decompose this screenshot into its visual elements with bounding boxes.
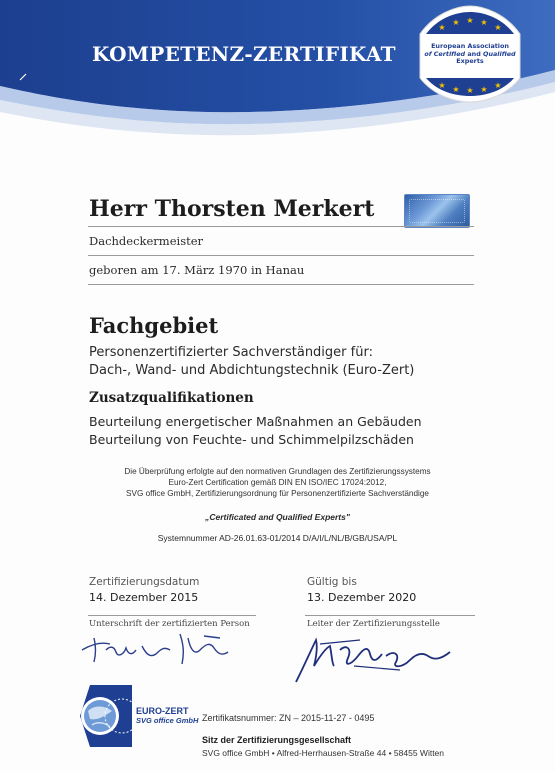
seal-line-2-post: Qualified [483,49,516,58]
svg-text:★: ★ [494,81,502,90]
profession-divider [88,255,474,256]
office-signature [290,626,460,686]
birth-divider [88,284,474,285]
svg-text:★: ★ [452,85,460,94]
svg-text:★: ★ [438,23,446,32]
svg-text:★: ★ [452,18,460,27]
valid-until-value: 13. Dezember 2020 [307,591,417,604]
certificate-title: KOMPETENZ-ZERTIFIKAT [92,42,396,66]
seal-line-1: European Association [431,42,509,50]
certificate-number: Zertifikatsnummer: ZN – 2015-11-27 - 0495 [202,713,375,723]
seal-text [420,43,520,66]
zusatz-item: Beurteilung von Feuchte- und Schimmelpilzschäden [89,432,414,447]
valid-until-label: Gültig bis [307,576,357,588]
zusatz-item: Beurteilung energetischer Maßnahmen an Gebäuden [89,414,422,429]
name-divider [88,226,474,227]
issued-date-label: Zertifizierungsdatum [89,576,200,588]
basis-line: SVG office GmbH, Zertifizierungsordnung für Personenzertifizierte Sachverständige [126,489,429,498]
zusatz-heading: Zusatzqualifikationen [89,390,254,406]
holder-signature-line [88,615,256,616]
holder-name: Herr Thorsten Merkert [89,196,375,222]
seat-address: SVG office GmbH • Alfred-Herrhausen-Straße 44 • 58455 Witten [202,748,445,758]
svg-text:★: ★ [466,86,474,95]
svg-text:★: ★ [438,81,446,90]
seal-line-3: Experts [456,57,484,66]
holder-signature [80,624,240,668]
seat-title: Sitz der Zertifizierungsgesellschaft [202,735,352,745]
svg-text:★: ★ [480,18,488,27]
logo-subtitle: SVG office GmbH [136,716,199,725]
office-signature-line [305,615,475,616]
svg-text:★: ★ [466,16,474,25]
issued-date-value: 14. Dezember 2015 [89,591,199,604]
holder-signature-label: Unterschrift der zertifizierten Person [89,619,250,629]
basis-line: Euro-Zert Certification gemäß DIN EN ISO/IEC 17024:2012, [168,478,387,487]
seal-line-2-pre: of Certified [424,49,466,58]
office-signature-label: Leiter der Zertifizierungsstelle [307,619,440,629]
seal-line-2-and: and [467,49,481,58]
program-quote: „Certificated and Qualified Experts" [205,512,350,522]
svg-text:★: ★ [494,23,502,32]
basis-line: Die Überprüfung erfolgte auf den normativen Grundlagen des Zertifizierungssystems [124,467,431,476]
fachgebiet-line-2: Dach-, Wand- und Abdichtungstechnik (Euro-Zert) [89,363,415,378]
fachgebiet-line-1: Personenzertifizierter Sachverständiger für: [89,345,373,360]
svg-text:★: ★ [480,85,488,94]
system-number: Systemnummer AD-26.01.63-01/2014 D/A/I/L/NL/B/GB/USA/PL [157,533,398,543]
holder-birth: geboren am 17. März 1970 in Hanau [89,263,305,277]
holder-profession: Dachdeckermeister [89,234,204,248]
logo-name: EURO-ZERT [136,706,189,716]
hologram-sticker [404,194,470,228]
fachgebiet-heading: Fachgebiet [89,313,219,338]
